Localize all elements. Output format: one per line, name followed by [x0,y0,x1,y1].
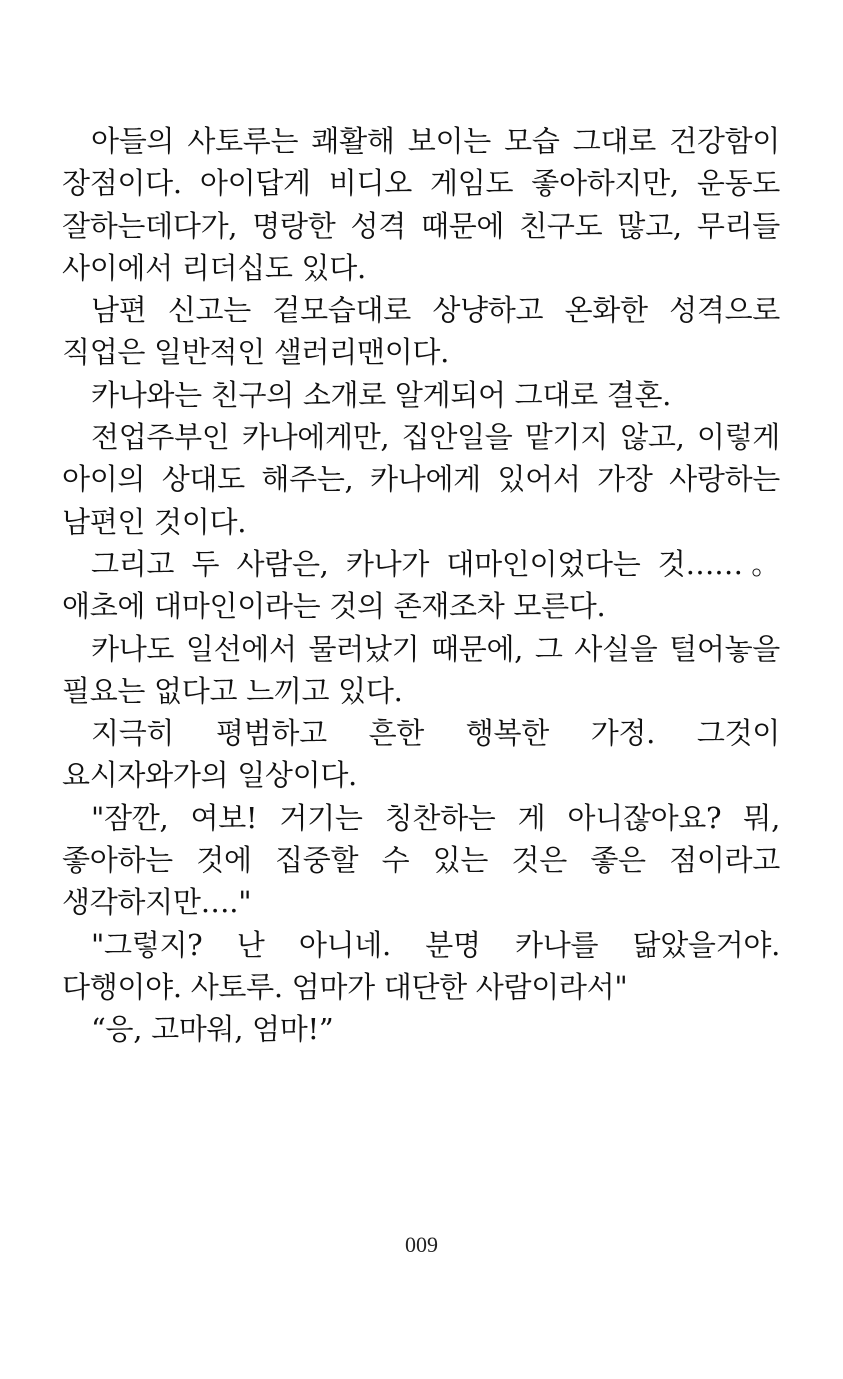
paragraph-2: 남편 신고는 겉모습대로 상냥하고 온화한 성격으로 직업은 일반적인 샐러리맨이다. [62,293,780,370]
paragraph-4: 전업주부인 카나에게만, 집안일을 맡기지 않고, 이렇게 아이의 상대도 해주는, 카나에게 있어서 가장 사랑하는 남편인 것이다. [62,420,780,539]
paragraph-8: "잠깐, 여보! 거기는 칭찬하는 게 아니잖아요? 뭐, 좋아하는 것에 집중할 수 있는 것은 좋은 점이라고 생각하지만…." [62,800,780,920]
paragraph-10: “응, 고마워, 엄마!” [91,1012,334,1047]
paragraph-1: 아들의 사토루는 쾌활해 보이는 모습 그대로 건강함이 장점이다. 아이답게 비디오 게임도 좋아하지만, 운동도 잘하는데다가, 명랑한 성격 때문에 친구도 많고, 무리들 사이에서 리더십도 있다. [62,124,780,285]
page-number: 009 [405,1232,438,1257]
paragraph-5: 그리고 두 사람은, 카나가 대마인이었다는 것……。 애초에 대마인이라는 것의 존재조차 모른다. [62,546,780,624]
paragraph-6: 카나도 일선에서 물러났기 때문에, 그 사실을 털어놓을 필요는 없다고 느끼고 있다. [62,631,780,708]
paragraph-3: 카나와는 친구의 소개로 알게되어 그대로 결혼. [91,377,672,412]
paragraph-9: "그렇지? 난 아니네. 분명 카나를 닮았을거야. 다행이야. 사토루. 엄마가 대단한 사람이라서" [62,927,780,1004]
paragraph-7: 지극히 평범하고 흔한 행복한 가정. 그것이 요시자와가의 일상이다. [62,716,780,793]
page-body [62,120,780,1051]
